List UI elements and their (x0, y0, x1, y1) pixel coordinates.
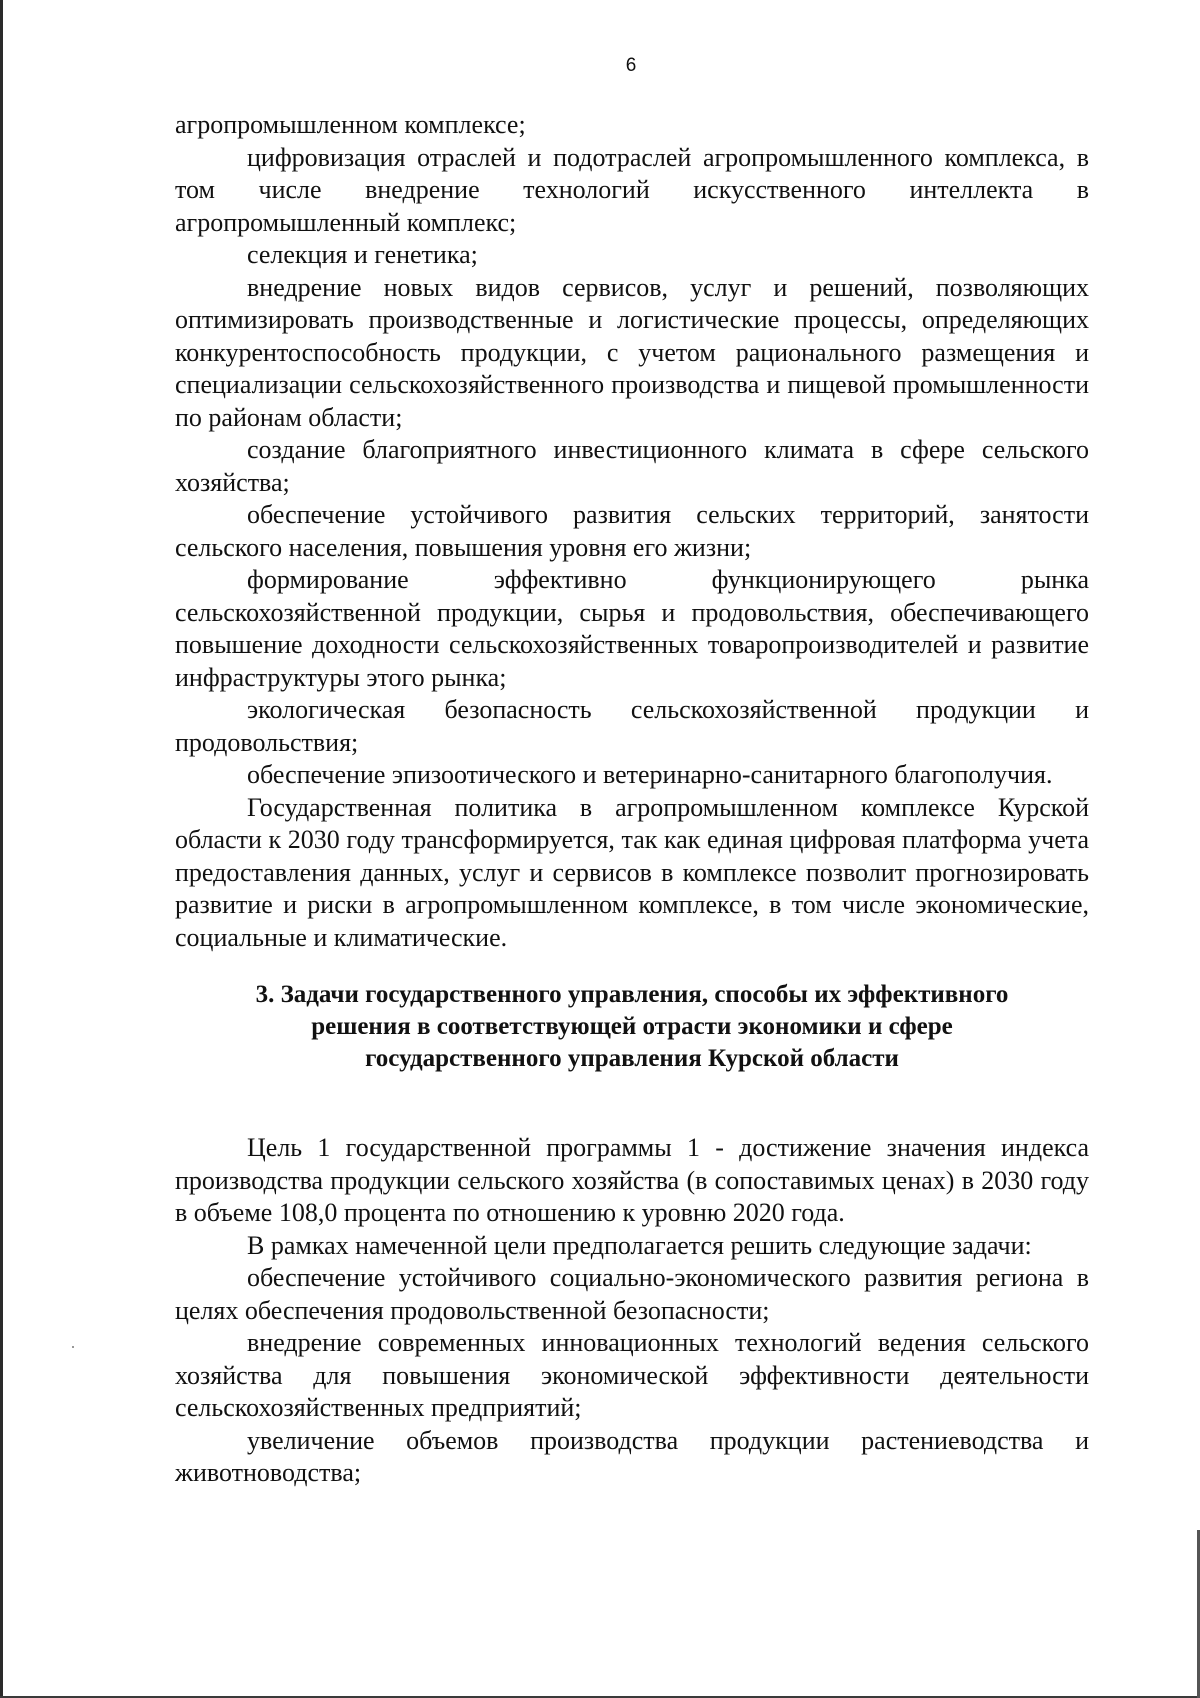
section-heading-line-2: решения в соответствующей отрасти экономики и сфере (311, 1013, 953, 1040)
section-heading-line-1: 3. Задачи государственного управления, способы их эффективного (255, 981, 1009, 1008)
paragraphs-before (175, 109, 1089, 954)
paragraphs-after (175, 1132, 1089, 1490)
spacer (175, 954, 1089, 979)
paragraph: увеличение объемов производства продукции растениеводства и животноводства; (175, 1425, 1089, 1487)
scan-edge-left (0, 0, 3, 1698)
paragraph: обеспечение устойчивого социально-экономического развития региона в целях обеспечения продовольственной безопасности; (175, 1263, 1089, 1325)
paragraph: селекция и генетика; (247, 240, 478, 269)
paragraph: формирование эффективно функционирующего рынка сельскохозяйственной продукции, сырья и продовольствия, обеспечивающего повышение доходности сельскохозяйственных товаропроизводителей и развитие инфраструктуры этого рынка; (175, 565, 1089, 692)
paragraph: экологическая безопасность сельскохозяйственной продукции и продовольствия; (175, 695, 1089, 757)
paragraph: обеспечение эпизоотического и ветеринарно-санитарного благополучия. (247, 760, 1053, 789)
scan-speck (72, 1346, 74, 1348)
paragraph: создание благоприятного инвестиционного климата в сфере сельского хозяйства; (175, 435, 1089, 497)
page-number: 6 (625, 55, 637, 76)
section-heading (175, 979, 1089, 1075)
paragraph: обеспечение устойчивого развития сельских территорий, занятости сельского населения, повышения уровня его жизни; (175, 500, 1089, 562)
paragraph: Государственная политика в агропромышленном комплексе Курской области к 2030 году трансформируется, так как единая цифровая платформа учета предоставления данных, услуг и сервисов в комплексе позволит прогнозировать развитие и риски в агропромышленном комплексе, в том числе экономические, социальные и климатические. (175, 792, 1089, 952)
paragraph: Цель 1 государственной программы 1 - достижение значения индекса производства продукции сельского хозяйства (в сопоставимых ценах) в 2030 году в объеме 108,0 процента по отношению к уровню 2020 года. (175, 1133, 1089, 1227)
paragraph: В рамках намеченной цели предполагается решить следующие задачи: (247, 1230, 1032, 1260)
paragraph: внедрение современных инновационных технологий ведения сельского хозяйства для повышения экономической эффективности деятельности сельскохозяйственных предприятий; (175, 1328, 1089, 1422)
spacer (175, 1075, 1089, 1132)
document-body (175, 109, 1089, 1490)
paragraph: агропромышленном комплексе; (175, 110, 526, 139)
paragraph: цифровизация отраслей и подотраслей агропромышленного комплекса, в том числе внедрение технологий искусственного интеллекта в агропромышленный комплекс; (175, 142, 1089, 237)
paragraph: внедрение новых видов сервисов, услуг и решений, позволяющих оптимизировать производственные и логистические процессы, определяющих конкурентоспособность продукции, с учетом рационального размещения и специализации сельскохозяйственного производства и пищевой промышленности по районам области; (175, 272, 1089, 432)
section-heading-line-3: государственного управления Курской области (365, 1045, 899, 1072)
